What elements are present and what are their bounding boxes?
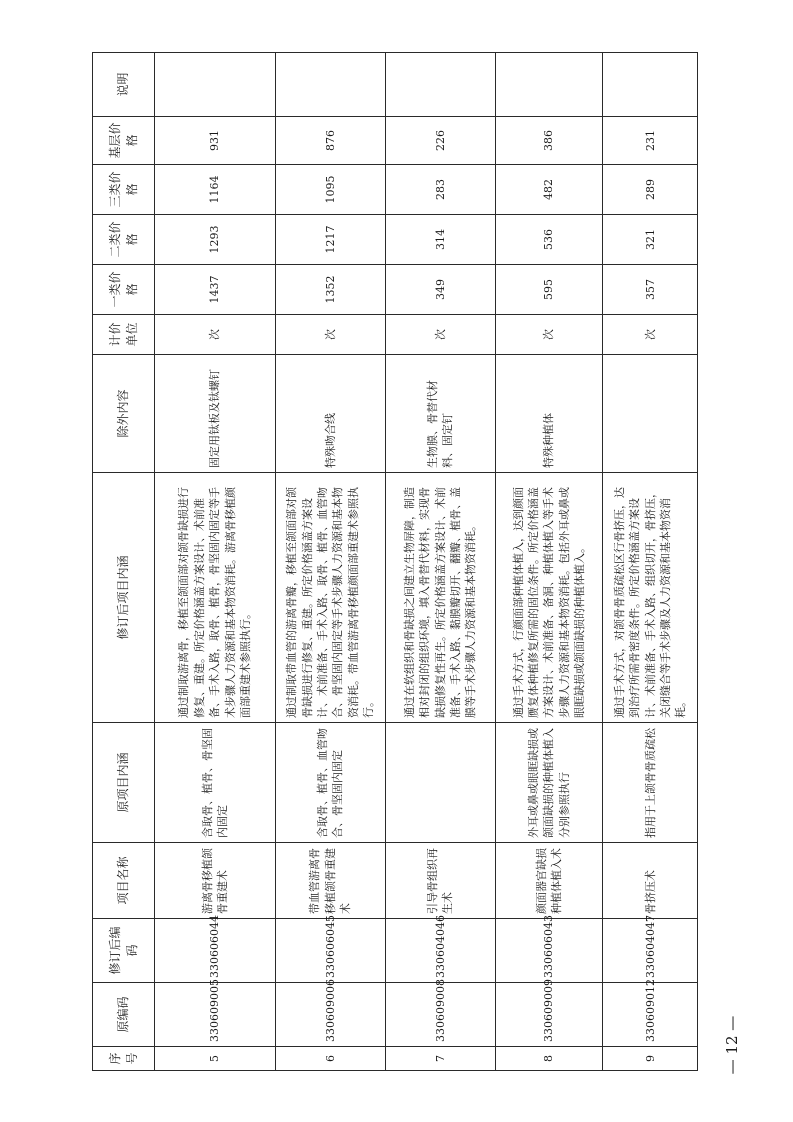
- row-number: 6: [275, 1047, 385, 1071]
- class1-price: 349: [385, 265, 495, 315]
- row-number: 5: [155, 1047, 276, 1071]
- table-row: [385, 53, 495, 1071]
- original-content: [385, 723, 495, 843]
- note: [385, 53, 495, 117]
- header-cell: 原编码: [93, 983, 155, 1047]
- row-number: 8: [495, 1047, 603, 1071]
- exclusion-content: 固定用钛板及钛螺钉: [155, 355, 276, 473]
- pricing-table: [92, 52, 698, 1071]
- revised-code: 330604046: [385, 919, 495, 983]
- class2-price: 1217: [275, 215, 385, 265]
- class1-price: 595: [495, 265, 603, 315]
- class3-price: 1095: [275, 165, 385, 215]
- class3-price: 1164: [155, 165, 276, 215]
- revised-code: 330604047: [603, 919, 698, 983]
- exclusion-content: 特殊种植体: [495, 355, 603, 473]
- note: [155, 53, 276, 117]
- class1-price: 357: [603, 265, 698, 315]
- page-footer: [712, 1010, 752, 1080]
- original-content: 指用于上颌骨骨质疏松: [603, 723, 698, 843]
- revised-code: 330606045: [275, 919, 385, 983]
- revised-content: 通过手术方式，对颌骨骨质疏松区行骨挤压，达到治疗所需骨密度条件。所定价格涵盖方案设计、术前准备、手术入路、组织切开，骨挤压，关闭缝合等手术步骤及人力资源和基本物资消耗。: [603, 473, 698, 723]
- item-name: 游离骨移植颌骨重建术: [155, 843, 276, 919]
- header-cell: 除外内容: [93, 355, 155, 473]
- class3-price: 283: [385, 165, 495, 215]
- header-cell: 原项目内涵: [93, 723, 155, 843]
- revised-code: 330606043: [495, 919, 603, 983]
- original-code: 330609012: [603, 983, 698, 1047]
- exclusion-content: 特殊吻合线: [275, 355, 385, 473]
- page-number: — 12 —: [723, 1015, 741, 1075]
- class2-price: 1293: [155, 215, 276, 265]
- revised-content: 通过在软组织和骨缺损之间建立生物屏障，制造相对封闭的组织环境，填入骨替代材料，实现骨缺损修复性再生。所定价格涵盖方案设计、术前准备、手术入路、黏膜瓣切开、翻瓣、植骨、盖膜等手术步骤人力资源和基本物资消耗。: [385, 473, 495, 723]
- row-number: 7: [385, 1047, 495, 1071]
- revised-content: 通过制取带血管的游离骨瓣，移植至颌面部对颌骨缺损进行修复、重建。所定价格涵盖方案设计、术前准备、手术入路、取骨、植骨、血管吻合、骨坚固内固定等手术步骤人力资源和基本物资消耗。带血管游离骨移植颜面部重建术参照执行。: [275, 473, 385, 723]
- original-code: 330609005: [155, 983, 276, 1047]
- table-row: [495, 53, 603, 1071]
- original-code: 330609006: [275, 983, 385, 1047]
- class2-price: 321: [603, 215, 698, 265]
- revised-content: 通过手术方式，行颜面部种植体植入，达到颜面赝复体种植修复所需的固位条件。所定价格涵盖方案设计、术前准备、备洞、种植体植入等手术步骤人力资源和基本物资消耗。包括外耳或鼻或眼眶缺损或颌面缺损的种植体植入。: [495, 473, 603, 723]
- grassroots-price: 386: [495, 117, 603, 165]
- item-name: 带血管游离骨移植颌骨重建术: [275, 843, 385, 919]
- header-cell: 修订后编码: [93, 919, 155, 983]
- item-name: 引导骨组织再生术: [385, 843, 495, 919]
- pricing-unit: 次: [603, 315, 698, 355]
- item-name: 骨挤压术: [603, 843, 698, 919]
- grassroots-price: 931: [155, 117, 276, 165]
- item-name: 颜面器官缺损种植体植入术: [495, 843, 603, 919]
- pricing-unit: 次: [385, 315, 495, 355]
- header-cell: 序号: [93, 1047, 155, 1071]
- original-code: 330609009: [495, 983, 603, 1047]
- original-content: 含取骨、植骨、骨坚固内固定: [155, 723, 276, 843]
- header-cell: 项目名称: [93, 843, 155, 919]
- header-cell: 二类价格: [93, 215, 155, 265]
- exclusion-content: 生物膜、骨替代材料、固定钉: [385, 355, 495, 473]
- exclusion-content: [603, 355, 698, 473]
- rotated-table-sheet: [92, 53, 698, 1071]
- header-cell: 基层价格: [93, 117, 155, 165]
- revised-content: 通过制取游离骨，移植至颌面部对颌骨缺损进行修复、重建。所定价格涵盖方案设计、术前准备、手术入路，取骨、植骨，骨坚固内固定等手术步骤人力资源和基本物资消耗。游离骨移植颜面部重建术参照执行。: [155, 473, 276, 723]
- note: [495, 53, 603, 117]
- class2-price: 314: [385, 215, 495, 265]
- pricing-unit: 次: [495, 315, 603, 355]
- class3-price: 289: [603, 165, 698, 215]
- grassroots-price: 876: [275, 117, 385, 165]
- header-cell: 计价单位: [93, 315, 155, 355]
- class1-price: 1352: [275, 265, 385, 315]
- header-cell: 一类价格: [93, 265, 155, 315]
- original-content: 外耳或鼻或眼眶缺损或颌面缺损的种植体植入分别参照执行: [495, 723, 603, 843]
- table-row: [155, 53, 276, 1071]
- pricing-unit: 次: [155, 315, 276, 355]
- header-cell: 修订后项目内涵: [93, 473, 155, 723]
- table-row: [275, 53, 385, 1071]
- grassroots-price: 231: [603, 117, 698, 165]
- revised-code: 330606044: [155, 919, 276, 983]
- class3-price: 482: [495, 165, 603, 215]
- note: [275, 53, 385, 117]
- grassroots-price: 226: [385, 117, 495, 165]
- original-content: 含取骨、植骨、血管吻合、骨坚固内固定: [275, 723, 385, 843]
- row-number: 9: [603, 1047, 698, 1071]
- header-row: [93, 53, 155, 1071]
- header-cell: 三类价格: [93, 165, 155, 215]
- original-code: 330609008: [385, 983, 495, 1047]
- class2-price: 536: [495, 215, 603, 265]
- note: [603, 53, 698, 117]
- class1-price: 1437: [155, 265, 276, 315]
- table-row: [603, 53, 698, 1071]
- header-cell: 说明: [93, 53, 155, 117]
- pricing-unit: 次: [275, 315, 385, 355]
